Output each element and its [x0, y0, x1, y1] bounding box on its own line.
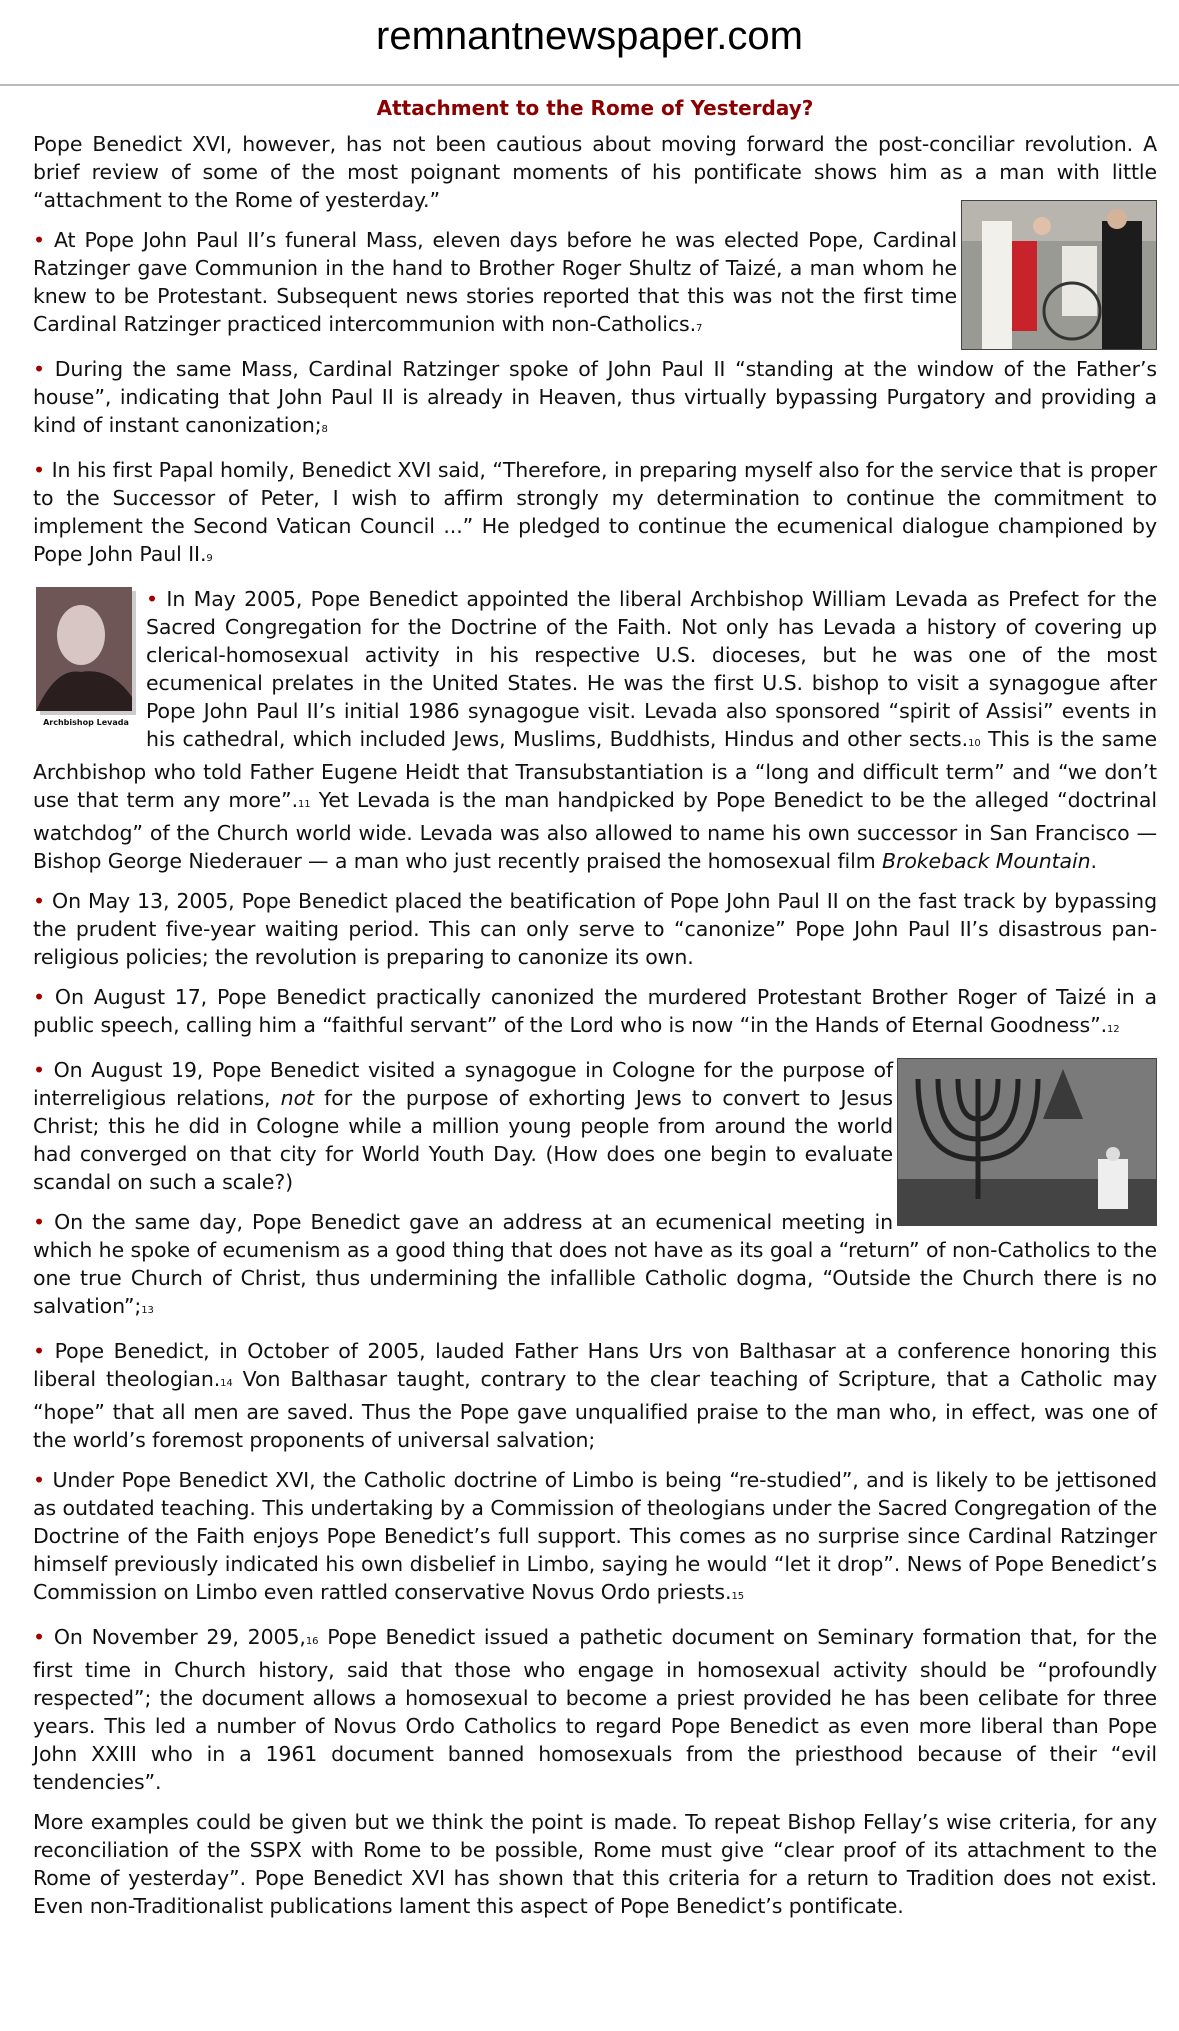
site-domain: remnantnewspaper.com [376, 14, 803, 58]
photo-caption: Archbishop Levada [43, 718, 129, 727]
list-item: • On August 17, Pope Benedict practically canonized the murdered Protestant Brother Roger of Taizé in a public speech, calling him a “faithful servant” of the Lord who is now “in the Hands of Eternal Goodness”.12 [33, 985, 1157, 1037]
list-item: • Pope Benedict, in October of 2005, lauded Father Hans Urs von Balthasar at a conference honoring this liberal theologian.14 Von Balthasar taught, contrary to the clear teaching of Scripture, that a Catholic may “hope” that all men are saved. Thus the Pope gave unqualified praise to the man who, in effect, was one of the world’s foremost proponents of universal salvation; [33, 1339, 1157, 1452]
funeral-communion-photo [961, 200, 1157, 350]
list-item: • At Pope John Paul II’s funeral Mass, eleven days before he was elected Pope, Cardinal Ratzinger gave Communion in the hand to Brother Roger Shultz of Taizé, a man whom he knew to be Protestant. Subsequent news stories reported that this was not the first time Cardinal Ratzinger practiced intercommunion with non-Catholics.7 [33, 228, 957, 336]
intro-paragraph: Pope Benedict XVI, however, has not been cautious about moving forward the post-conciliar revolution. A brief review of some of the most poignant moments of his pontificate shows him as a man with little “attachment to the Rome of yesterday.” [33, 132, 1157, 212]
list-item: • In his first Papal homily, Benedict XVI said, “Therefore, in preparing myself also for the service that is proper to the Successor of Peter, I wish to affirm strongly my determination to continue the commitment to implement the Second Vatican Council ...” He pledged to continue the ecumenical dialogue championed by Pope John Paul II.9 [33, 458, 1158, 566]
synagogue-photo [897, 1058, 1157, 1226]
closing-paragraph: More examples could be given but we think the point is made. To repeat Bishop Fellay’s wise criteria, for any reconciliation of the SSPX with Rome to be possible, Rome must give “clear proof of its attachment to the Rome of yesterday”. Pope Benedict XVI has shown that this criteria for a return to Tradition does not exist. Even non-Traditionalist publications lament this aspect of Pope Benedict’s pontificate. [33, 1810, 1157, 1918]
article-title: Attachment to the Rome of Yesterday? [376, 96, 814, 120]
levada-photo [36, 587, 136, 727]
site-header [0, 0, 1179, 86]
list-item: • On August 19, Pope Benedict visited a synagogue in Cologne for the purpose of interreligious relations, not for the purpose of exhorting Jews to convert to Jesus Christ; this he did in Cologne while a million young people from around the world had converged on that city for World Youth Day. (How does one begin to evaluate scandal on such a scale?) [33, 1058, 894, 1194]
list-item: • In May 2005, Pope Benedict appointed the liberal Archbishop William Levada as Prefect for the Sacred Congregation for the Doctrine of the Faith. Not only has Levada a history of covering up clerical-homosexual activity in his respective U.S. dioceses, but he was one of the most ecumenical prelates in the United States. He was the first U.S. bishop to visit a synagogue after Pope John Paul II’s initial 1986 synagogue visit. Levada also sponsored “spirit of Assisi” events in his cathedral, which included Jews, Muslims, Buddhists, Hindus and other sects.10 This is the same Archbishop who told Father Eugene Heidt that Transubstantiation is a “long and difficult term” and “we don’t use that term any more”.11 Yet Levada is the man handpicked by Pope Benedict to be the alleged “doctrinal watchdog” of the Church world wide. Levada was also allowed to name his own successor in San Francisco — Bishop George Niederauer — a man who just recently praised the homosexual film Brokeback Mountain. [33, 587, 1157, 873]
list-item: • On November 29, 2005,16 Pope Benedict issued a pathetic document on Seminary formation that, for the first time in Church history, said that those who engage in homosexual activity should be “profoundly respected”; the document allows a homosexual to become a priest provided he has been celibate for three years. This led a number of Novus Ordo Catholics to regard Pope Benedict as even more liberal than Pope John XXIII who in a 1961 document banned homosexuals from the priesthood because of their “evil tendencies”. [33, 1625, 1157, 1794]
list-item: • On May 13, 2005, Pope Benedict placed the beatification of Pope John Paul II on the fast track by bypassing the prudent five-year waiting period. This can only serve to “canonize” Pope John Paul II’s disastrous pan-religious policies; the revolution is preparing to canonize its own. [33, 889, 1157, 969]
article [0, 96, 1179, 1920]
list-item: • During the same Mass, Cardinal Ratzinger spoke of John Paul II “standing at the window of the Father’s house”, indicating that John Paul II is already in Heaven, thus virtually bypassing Purgatory and providing a kind of instant canonization;8 [33, 357, 1157, 437]
list-item: • On the same day, Pope Benedict gave an address at an ecumenical meeting in which he spoke of ecumenism as a good thing that does not have as its goal a “return” of non-Catholics to the one true Church of Christ, thus undermining the infallible Catholic dogma, “Outside the Church there is no salvation”;13 [33, 1210, 1157, 1318]
list-item: • Under Pope Benedict XVI, the Catholic doctrine of Limbo is being “re-studied”, and is likely to be jettisoned as outdated teaching. This undertaking by a Commission of theologians under the Sacred Congregation of the Doctrine of the Faith enjoys Pope Benedict’s full support. This comes as no surprise since Cardinal Ratzinger himself previously indicated his own disbelief in Limbo, saying he would “let it drop”. News of Pope Benedict’s Commission on Limbo even rattled conservative Novus Ordo priests.15 [33, 1468, 1158, 1604]
